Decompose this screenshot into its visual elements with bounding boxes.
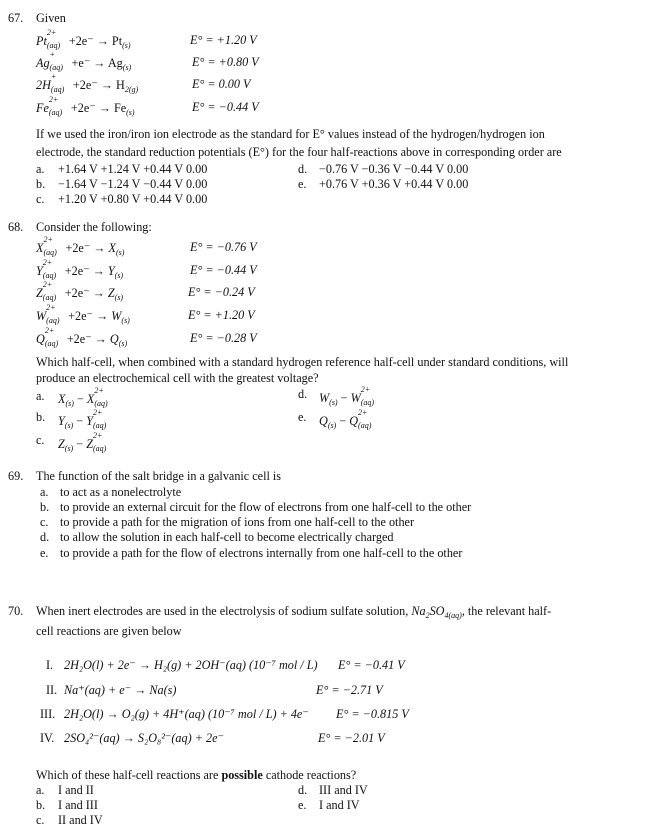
question-text: produce an electrochemical cell with the greatest voltage?	[36, 371, 319, 385]
question-number: 69.	[8, 469, 24, 483]
potential-value: E° = +1.20 V	[188, 308, 255, 322]
choice-letter: a.	[36, 783, 45, 797]
question-text: Which of these half-cell reactions are possible cathode reactions?	[36, 768, 357, 782]
choice-text[interactable]: to provide a path for the flow of electrons internally from one half-cell to the other	[60, 546, 463, 560]
potential-value: E° = −0.76 V	[190, 240, 257, 254]
question-number: 68.	[8, 220, 24, 234]
choice-letter: e.	[298, 410, 307, 424]
choice-letter: a.	[36, 389, 45, 403]
choice-letter: c.	[36, 192, 45, 206]
choice-text[interactable]: to provide a path for the migration of ions from one half-cell to the other	[60, 515, 415, 529]
choice-letter: d.	[298, 387, 308, 401]
choice-letter: c.	[36, 813, 45, 827]
choice-text[interactable]: I and II	[58, 783, 94, 797]
question-lead: Consider the following:	[36, 220, 152, 234]
choice-text[interactable]: −0.76 V −0.36 V −0.44 V 0.00	[319, 162, 469, 176]
choice-letter: a.	[40, 485, 49, 499]
potential-value: E° = −0.24 V	[188, 285, 255, 299]
choice-letter: a.	[36, 162, 45, 176]
question-number: 67.	[8, 11, 24, 25]
choice-letter: d.	[298, 162, 308, 176]
choice-text[interactable]: $W_{(s)} - W$ 2+ (aq)	[319, 385, 375, 407]
choice-text[interactable]: −1.64 V −1.24 V −0.44 V 0.00	[58, 177, 208, 191]
choice-letter: b.	[36, 410, 46, 424]
choice-letter: e.	[298, 798, 307, 812]
choice-text[interactable]: $Z_{(s)} - Z$ 2+ (aq)	[58, 431, 107, 453]
potential-value: E° = −0.28 V	[190, 331, 257, 345]
choice-letter: b.	[40, 500, 50, 514]
reaction-equation: 2SO₄²⁻(aq) → S₂O₈²⁻(aq) + 2e⁻	[64, 731, 224, 745]
potential-value: E° = −0.44 V	[192, 100, 259, 114]
choice-letter: e.	[298, 177, 307, 191]
choice-text[interactable]: +1.20 V +0.80 V +0.44 V 0.00	[58, 192, 208, 206]
potential-value: E° = 0.00 V	[192, 77, 251, 91]
choice-letter: b.	[36, 798, 46, 812]
choice-text[interactable]: to provide an external circuit for the flow of electrons from one half-cell to the other	[60, 500, 472, 514]
question-lead: Given	[36, 11, 66, 25]
question-text: When inert electrodes are used in the electrolysis of sodium sulfate solution, $Na_2SO_{4(aq)}$, the relevant half-	[36, 604, 552, 620]
reaction-equation: 2H₂O(l) + 2e⁻ → H₂(g) + 2OH⁻(aq) (10⁻⁷ mol / L)	[64, 658, 318, 672]
question-text: electrode, the standard reduction potentials (E°) for the four half-reactions above in corresponding order are	[36, 145, 562, 159]
choice-letter: b.	[36, 177, 46, 191]
roman-numeral: II.	[46, 683, 58, 697]
choice-text[interactable]: I and III	[58, 798, 98, 812]
question-number: 70.	[8, 604, 24, 618]
choice-letter: d.	[298, 783, 308, 797]
choice-text[interactable]: +0.76 V +0.36 V +0.44 V 0.00	[319, 177, 469, 191]
choice-text[interactable]: $Y_{(s)} - Y$ 2+ (aq)	[58, 408, 107, 430]
question-text: cell reactions are given below	[36, 624, 182, 638]
choice-text[interactable]: I and IV	[319, 798, 360, 812]
potential-value: E° = −2.71 V	[316, 683, 383, 697]
choice-text[interactable]: to act as a nonelectrolyte	[60, 485, 182, 499]
reaction-equation: 2H₂O(l) → O₂(g) + 4H⁺(aq) (10⁻⁷ mol / L) + 4e⁻	[64, 707, 309, 721]
choice-letter: c.	[36, 433, 45, 447]
choice-letter: e.	[40, 546, 49, 560]
question-text: Which half-cell, when combined with a standard hydrogen reference half-cell under standard conditions, will	[36, 355, 569, 369]
choice-text[interactable]: $Q_{(s)} - Q$ 2+ (aq)	[319, 408, 372, 430]
question-text: The function of the salt bridge in a galvanic cell is	[36, 469, 282, 483]
potential-value: E° = +0.80 V	[192, 55, 259, 69]
potential-value: E° = −2.01 V	[318, 731, 385, 745]
choice-text[interactable]: $X_{(s)} - X$ 2+ (aq)	[58, 386, 108, 408]
question-text: If we used the iron/iron ion electrode as the standard for E° values instead of the hydrogen/hydrogen ion	[36, 127, 545, 141]
potential-value: E° = −0.44 V	[190, 263, 257, 277]
roman-numeral: IV.	[40, 731, 55, 745]
choice-text[interactable]: to allow the solution in each half-cell to become electrically charged	[60, 530, 394, 544]
potential-value: E° = −0.815 V	[336, 707, 409, 721]
choice-text[interactable]: II and IV	[58, 813, 103, 827]
potential-value: E° = +1.20 V	[190, 33, 257, 47]
choice-text[interactable]: III and IV	[319, 783, 368, 797]
reaction-equation: Na⁺(aq) + e⁻ → Na(s)	[64, 683, 177, 697]
potential-value: E° = −0.41 V	[338, 658, 405, 672]
roman-numeral: III.	[40, 707, 56, 721]
choice-text[interactable]: +1.64 V +1.24 V +0.44 V 0.00	[58, 162, 208, 176]
choice-letter: c.	[40, 515, 49, 529]
roman-numeral: I.	[46, 658, 54, 672]
choice-letter: d.	[40, 530, 50, 544]
